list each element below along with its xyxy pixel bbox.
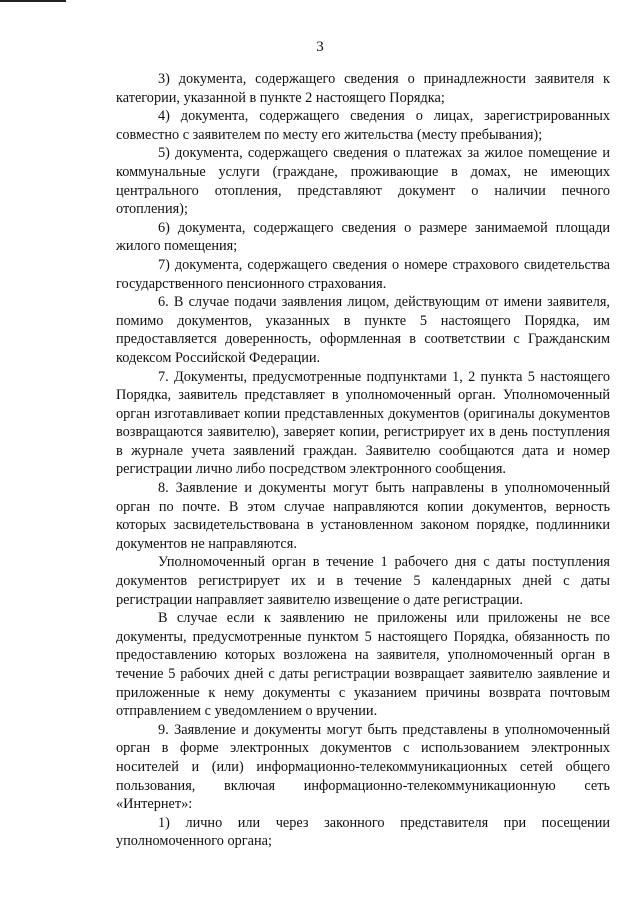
paragraph-clause-6: 6. В случае подачи заявления лицом, действующим от имени заявителя, помимо документов, указанных в пункте 5 настоящего Порядка, им предоставляется доверенность, оформленная в соответствии с Гражданским кодексом Российской Федерации. [116, 294, 610, 366]
paragraph-clause-9-item-1: 1) лично или через законного представителя при посещении уполномоченного органа; [116, 814, 610, 850]
paragraph-item-4: 4) документа, содержащего сведения о лицах, зарегистрированных совместно с заявителем по месту его жительства (месту пребывания); [116, 108, 610, 143]
paragraph-clause-9: 9. Заявление и документы могут быть представлены в уполномоченный орган в форме электронных документов с использованием электронных носителей и (или) информационно-телекоммуникационных сетей общего пользования, включая информационно-телекоммуникационную сеть «Интернет»: [116, 721, 610, 813]
paragraph-item-5: 5) документа, содержащего сведения о платежах за жилое помещение и коммунальные услуги (граждане, проживающие в домах, не имеющих центрального отопления, представляют документ о наличии печного отопления); [116, 145, 610, 218]
paragraph-clause-8: 8. Заявление и документы могут быть направлены в уполномоченный орган по почте. В этом случае направляются копии документов, верность которых засвидетельствована в установленном законом порядке, подлинники документов не направляются. [116, 480, 610, 552]
paragraph-registration: Уполномоченный орган в течение 1 рабочего дня с даты поступления документов регистрирует их и в течение 5 календарных дней с даты регистрации направляет заявителю извещение о дате регистрации. [116, 554, 610, 608]
paragraph-return: В случае если к заявлению не приложены или приложены не все документы, предусмотренные пунктом 5 настоящего Порядка, обязанность по предоставлению которых возложена на заявителя, уполномоченный орган в течение 5 рабочих дней с даты регистрации возвращает заявителю заявление и приложенные к нему документы с указанием причины возврата почтовым отправлением с уведомлением о вручении. [116, 610, 610, 720]
paragraph-item-3: 3) документа, содержащего сведения о принадлежности заявителя к категории, указанной в пункте 2 настоящего Порядка; [116, 71, 610, 106]
paragraph-clause-7: 7. Документы, предусмотренные подпунктами 1, 2 пункта 5 настоящего Порядка, заявитель представляет в уполномоченный орган. Уполномоченный орган изготавливает копии представленных документов (оригиналы документов возвращаются заявителю), заверяет копии, регистрирует их в день поступления в журнале учета заявлений граждан. Заявителю сообщаются дата и номер регистрации лично либо посредством электронного сообщения. [116, 368, 610, 478]
document-body [116, 70, 610, 851]
paragraph-item-7: 7) документа, содержащего сведения о номере страхового свидетельства государственного пенсионного страхования. [116, 256, 610, 292]
page-number: 3 [316, 39, 324, 55]
top-edge-rule [0, 0, 66, 2]
paragraph-item-6: 6) документа, содержащего сведения о размере занимаемой площади жилого помещения; [116, 219, 610, 255]
